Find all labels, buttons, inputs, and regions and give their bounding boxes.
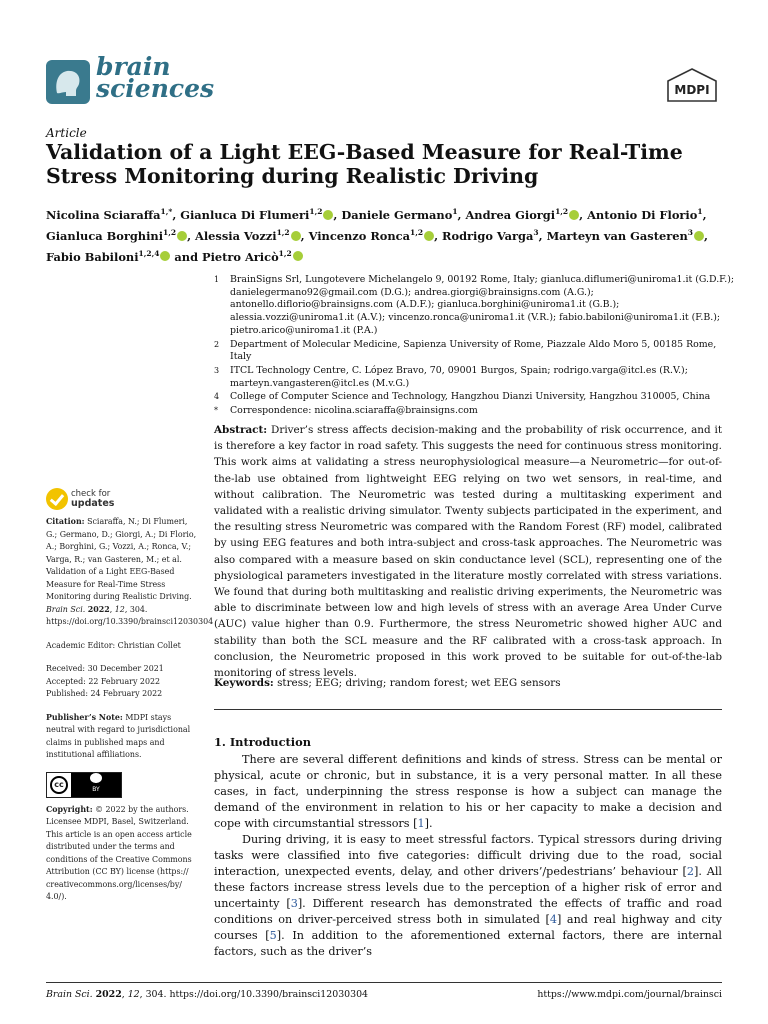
orcid-icon[interactable] — [694, 231, 704, 241]
published-date: Published: 24 February 2022 — [46, 689, 163, 698]
article-type: Article — [46, 126, 87, 140]
author-name: Alessia Vozzi — [195, 228, 277, 243]
keywords-text: stress; EEG; driving; random forest; wet EEG sensors — [277, 677, 561, 689]
article-info-sidebar — [46, 516, 214, 904]
author-name: Vincenzo Ronca — [308, 228, 410, 243]
journal-url-link[interactable]: https://www.mdpi.com/journal/brainsci — [537, 989, 722, 1000]
abstract-label: Abstract: — [214, 424, 268, 436]
mdpi-logo — [666, 68, 718, 102]
abstract — [214, 422, 722, 681]
citation-link[interactable]: 5 — [269, 929, 277, 942]
cc-by-license-badge[interactable]: cc BY — [46, 772, 122, 798]
section-divider — [214, 709, 722, 710]
affiliation-item: 3 ITCL Technology Centre, C. López Bravo, 70, 09001 Burgos, Spain; rodrigo.varga@itcl.es (R.V.); marteyn.vangasteren@itcl.es (M.v.G.) — [214, 364, 688, 389]
copyright: Copyright: © 2022 by the authors. Licensee MDPI, Basel, Switzerland. This article is an open access article distributed under the terms and conditions of the Creative Commons Attribution (CC BY) license (https:// creativecommons.org/licenses/by/ 4.0/). — [46, 804, 192, 901]
svg-text:MDPI: MDPI — [674, 83, 710, 97]
affiliation-marker: 1,2 — [278, 248, 292, 258]
orcid-icon[interactable] — [177, 231, 187, 241]
journal-name: brain sciences — [96, 52, 215, 103]
orcid-icon[interactable] — [323, 210, 333, 220]
affiliation-marker: 1,2 — [276, 227, 290, 237]
author-name: Andrea Giorgi — [465, 207, 556, 222]
author-name: Daniele Germano — [341, 207, 453, 222]
orcid-icon[interactable] — [293, 251, 303, 261]
affiliation-marker: 3 — [533, 227, 539, 237]
publisher-note: Publisher’s Note: MDPI stays neutral with regard to jurisdictional claims in published maps and institutional affiliations. — [46, 712, 191, 759]
affiliation-marker: 1,2,4 — [138, 248, 160, 258]
academic-editor: Academic Editor: Christian Collet — [46, 640, 181, 650]
orcid-icon[interactable] — [291, 231, 301, 241]
checkmark-icon — [46, 488, 68, 510]
affiliation-item: 1 BrainSigns Srl, Lungotevere Michelangelo 9, 00192 Rome, Italy; gianluca.diflumeri@uniroma1.it (G.D.F.); danielegermano92@gmail.com (D.G.); andrea.giorgi@brainsigns.com (A.G.); antonello.diflorio@brainsigns.com (A.D.F.); gianluca.borghini@uniroma1.it (G.B.); alessia.vozzi@uniroma1.it (A.V.); vincenzo.ronca@uniroma1.it (V.R.); fabio.babiloni@uniroma1.it (F.B.); pietro.arico@uniroma1.it (P.A.) — [214, 274, 735, 336]
affiliations — [214, 274, 734, 419]
author-name: Rodrigo Varga — [442, 228, 534, 243]
affiliation-marker: 1,2 — [555, 207, 569, 216]
keywords — [214, 676, 722, 691]
person-icon — [90, 773, 102, 784]
affiliation-item: 4 College of Computer Science and Technology, Hangzhou Dianzi University, Hangzhou 310005, China — [214, 391, 711, 403]
journal-logo-icon — [46, 60, 90, 104]
author-name: Antonio Di Florio — [587, 207, 698, 222]
paper-title: Validation of a Light EEG-Based Measure for Real-Time Stress Monitoring during Realistic Driving — [46, 140, 683, 188]
affiliation-marker: 1,2 — [163, 227, 177, 237]
author-name: Gianluca Di Flumeri — [180, 207, 310, 222]
paragraph: During driving, it is easy to meet stressful factors. Typical stressors during driving tasks were classified into five categories: difficult driving due to the road, social interaction, unexpected events, delay, and other drivers’/pedestrians’ behaviour [2]. All these factors increase stress levels due to the perception of a higher risk of error and uncertainty [3]. Different research has demonstrated the effects of traffic and road conditions on driver-perceived stress both in simulated [4] and real highway and city courses [5]. In addition to the aforementioned external factors, there are internal factors, such as the driver’s — [214, 833, 723, 958]
author-name: Marteyn van Gasteren — [546, 228, 688, 243]
affiliation-marker: 1,2 — [410, 227, 424, 237]
accepted-date: Accepted: 22 February 2022 — [46, 676, 161, 686]
affiliation-item: 2 Department of Molecular Medicine, Sapienza University of Rome, Piazzale Aldo Moro 5, 00185 Rome, Italy — [214, 338, 717, 363]
keywords-label: Keywords: — [214, 677, 274, 689]
affiliation-marker: 1 — [452, 207, 458, 216]
affiliation-marker: 1 — [697, 207, 703, 216]
citation-link[interactable]: 2 — [686, 865, 695, 878]
citation-link[interactable]: 3 — [290, 897, 298, 910]
author-name: Pietro Aricò — [202, 249, 279, 264]
author-list: Nicolina Sciaraffa$^{1,*}$, Gianluca Di Flumeri$^{1,2}$ , Daniele Germano$^1$, Andrea Giorgi$^{1,2}$ , Antonio Di Florio$^1$, Gianluca Borghini$^{1,2}$ , Alessia Vozzi$^{1,2}$ , Vincenzo Ronca$^{1,2}$ , Rodrigo Varga$^3$, Marteyn van Gasteren$^3$ , Fabio Babiloni$^{1,2,4}$ and Pietro Aricò$^{1,2}$ — [46, 207, 708, 264]
received-date: Received: 30 December 2021 — [46, 664, 164, 673]
affiliation-item: * Correspondence: nicolina.sciaraffa@brainsigns.com — [214, 405, 478, 417]
abstract-text: Driver’s stress affects decision-making and the probability of risk occurrence, and it is therefore a key factor in road safety. This suggests the need for continuous stress monitoring. This work aims at validating a stress neurophysiological measure—a Neurometric—for out-of-the-lab use obtained from lightweight EEG relying on two wet sensors, in real-time, and without calibration. The Neurometric was tested during a multitasking experiment and validated with a realistic driving simulator. Twenty subjects participated in the experiment, and the resulting stress Neurometric was compared with the Random Forest (RF) model, calibrated by using EEG features and both intra-subject and cross-task approaches. The Neurometric was also compared with a measure based on skin conductance level (SCL), representing one of the physiological parameters investigated in the literature mostly correlated with stress variations. We found that during both multitasking and realistic driving experiments, the Neurometric was able to discriminate between low and high levels of stress with an average Area Under Curve (AUC) value higher than 0.9. Furthermore, the stress Neurometric showed higher AUC and stability than both the SCL measure and the RF calibrated with a cross-task approach. In conclusion, the Neurometric proposed in this work proved to be suitable for out-of-the-lab monitoring of stress levels. — [214, 424, 722, 680]
cc-icon: cc — [50, 776, 68, 794]
footer-citation: Brain Sci. 2022, 12, 304. https://doi.org/10.3390/brainsci12030304 — [46, 989, 369, 1000]
citation-link[interactable]: 4 — [549, 913, 557, 926]
check-for-updates-button[interactable]: check for updates — [46, 488, 114, 510]
introduction-body — [214, 752, 722, 960]
affiliation-marker: 1,2 — [309, 207, 323, 216]
orcid-icon[interactable] — [160, 251, 170, 261]
author-name: Fabio Babiloni — [46, 249, 139, 264]
orcid-icon[interactable] — [569, 210, 579, 220]
affiliation-marker: 3 — [687, 227, 693, 237]
footer-divider — [46, 982, 722, 983]
author-name: Gianluca Borghini — [46, 228, 164, 243]
section-heading: 1. Introduction — [214, 735, 311, 749]
author-name: Nicolina Sciaraffa — [46, 207, 161, 222]
orcid-icon[interactable] — [424, 231, 434, 241]
paragraph: There are several different definitions and kinds of stress. Stress can be mental or physical, acute or chronic, but in substance, it is a very personal matter. In all these cases, in fact, underpinning the stress response is how a subject can manage the demand of the environment in relation to his or her capacity to make a decision and cope with circumstantial stressors [1]. — [214, 753, 722, 830]
citation-link[interactable]: 1 — [417, 817, 425, 830]
affiliation-marker: 1,* — [160, 207, 173, 216]
citation: Citation: Sciaraffa, N.; Di Flumeri, G.; Germano, D.; Giorgi, A.; Di Florio, A.; Borghini, G.; Vozzi, A.; Ronca, V.; Varga, R.; van Gasteren, M.; et al. Validation of a Light EEG-Based Measure for Real-Time Stress Monitoring during Realistic Driving. Brain Sci. 2022, 12, 304. https://doi.org/10.3390/brainsci12030304 — [46, 517, 214, 626]
